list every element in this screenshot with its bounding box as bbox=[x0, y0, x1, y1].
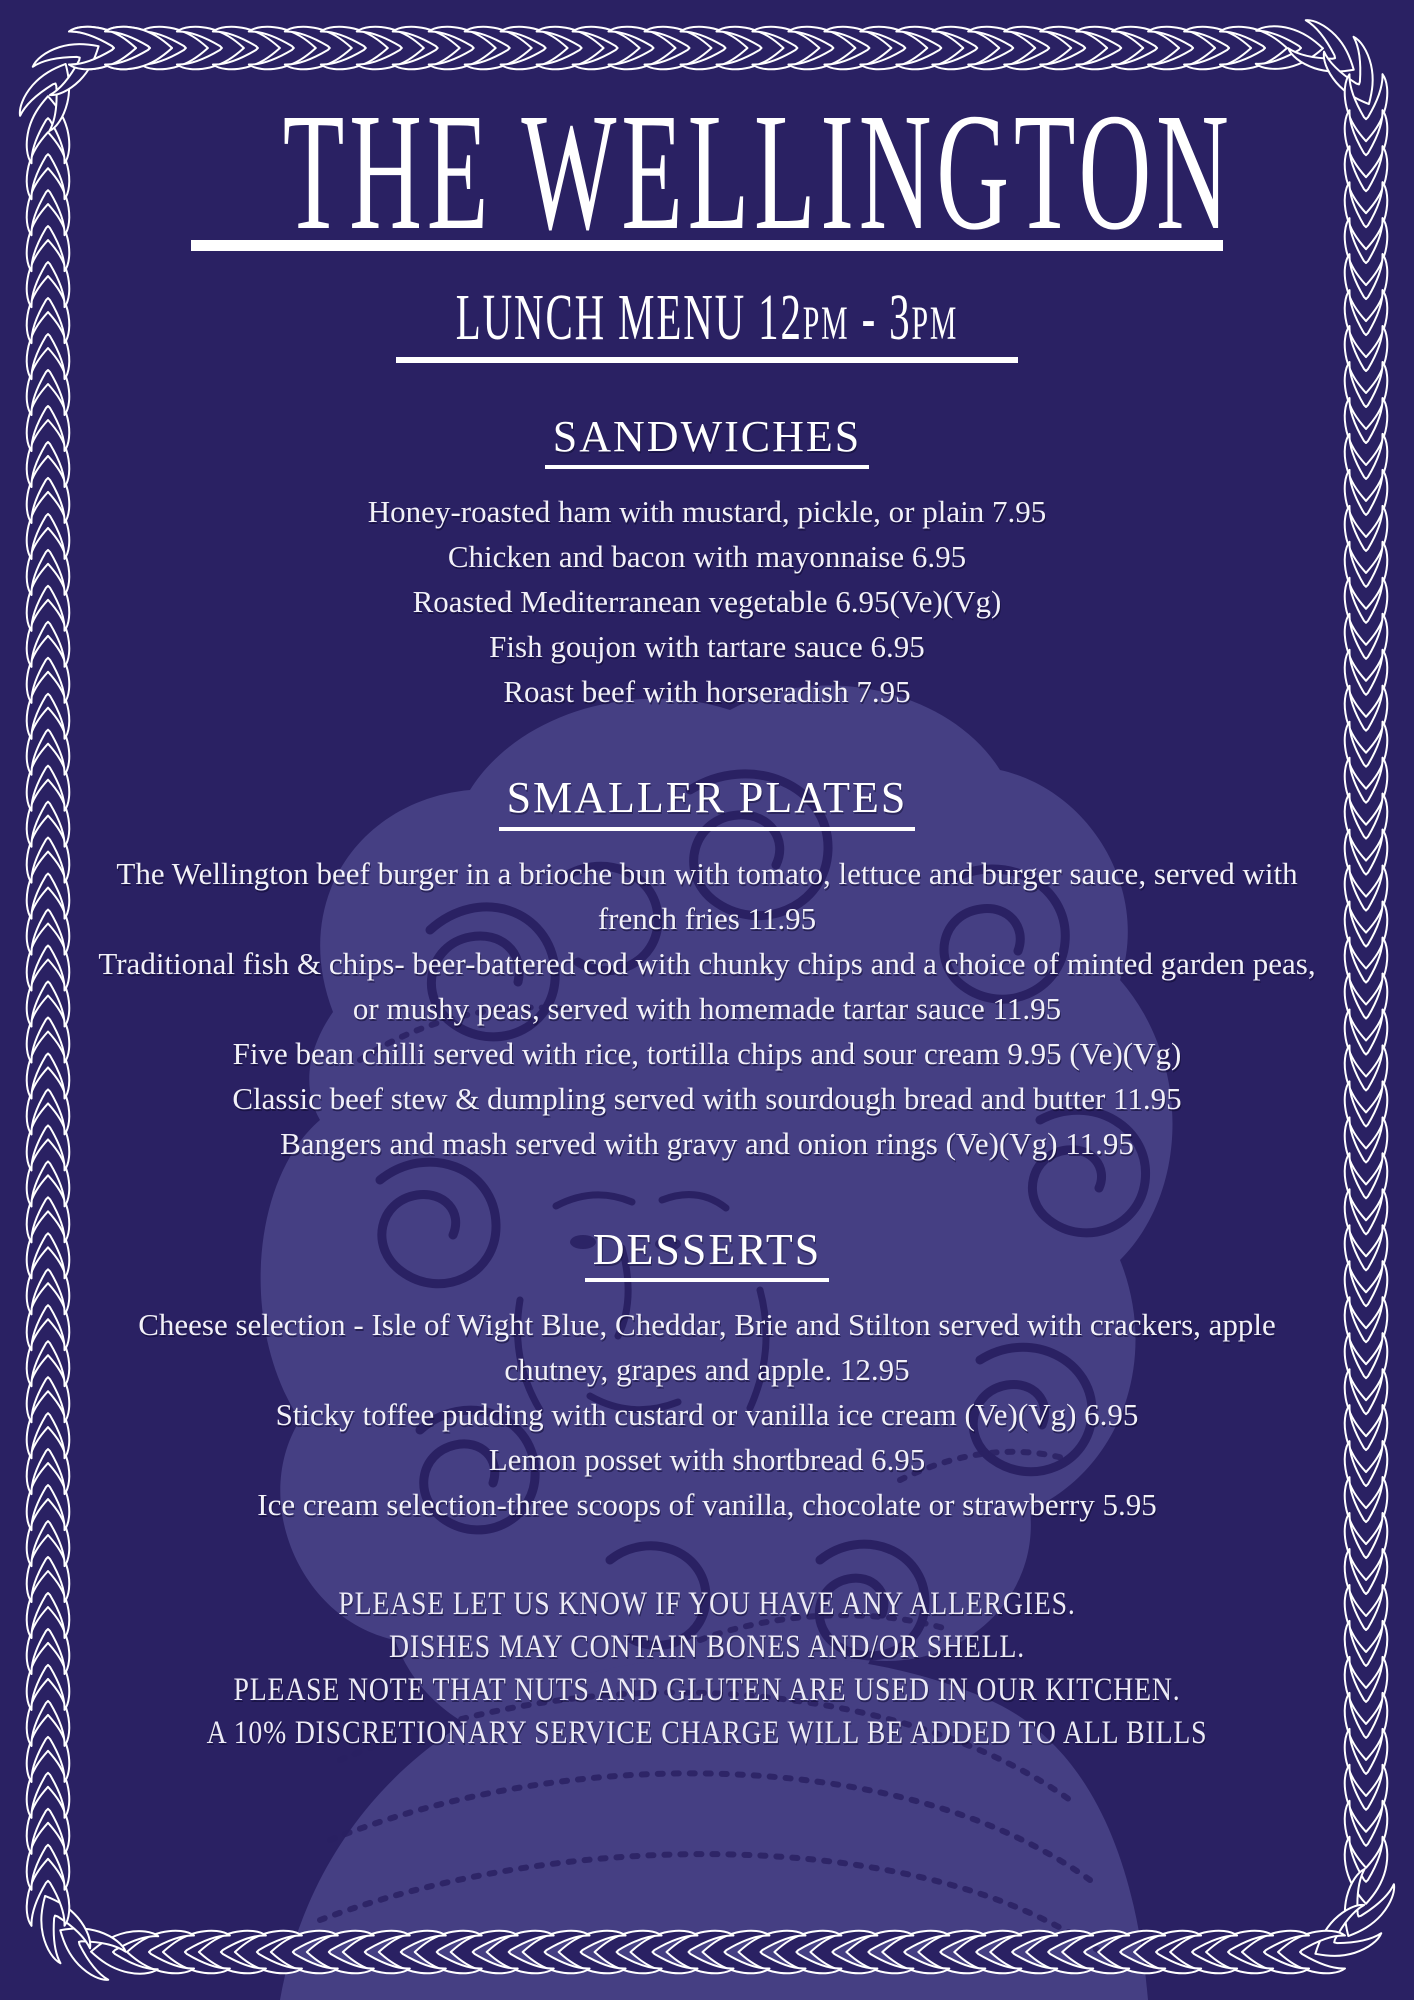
subtitle-text: LUNCH MENU 12 bbox=[455, 281, 803, 354]
menu-item: Bangers and mash served with gravy and onion rings (Ve)(Vg) 11.95 bbox=[280, 1125, 1134, 1161]
section-heading-desserts: DESSERTS bbox=[585, 1226, 830, 1282]
subtitle-pm: PM bbox=[911, 297, 959, 350]
allergy-service-notes bbox=[186, 1583, 1228, 1755]
subtitle-underline bbox=[396, 357, 1018, 363]
menu-item: Five bean chilli served with rice, tortilla chips and sour cream 9.95 (Ve)(Vg) bbox=[232, 1035, 1182, 1071]
menu-item: Ice cream selection-three scoops of vanilla, chocolate or strawberry 5.95 bbox=[257, 1487, 1157, 1523]
section-smaller-plates bbox=[0, 774, 1414, 1165]
menu-item: Cheese selection - Isle of Wight Blue, Cheddar, Brie and Stilton served with crackers, apple chutney, grapes and apple. 12.95 bbox=[138, 1307, 1276, 1388]
menu-item: Chicken and bacon with mayonnaise 6.95 bbox=[447, 539, 967, 575]
smaller-plates-list bbox=[87, 851, 1327, 1166]
section-heading-smaller-plates: SMALLER PLATES bbox=[499, 774, 916, 830]
note-line: DISHES MAY CONTAIN BONES AND/OR SHELL. bbox=[388, 1629, 1025, 1666]
menu-item: The Wellington beef burger in a brioche bun with tomato, lettuce and burger sauce, served with french fries 11.95 bbox=[116, 855, 1298, 936]
menu-item: Traditional fish & chips- beer-battered cod with chunky chips and a choice of minted garden peas, or mushy peas, served with homemade tartar sauce 11.95 bbox=[98, 945, 1316, 1026]
note-line: PLEASE LET US KNOW IF YOU HAVE ANY ALLERGIES. bbox=[338, 1586, 1076, 1623]
section-heading-sandwiches: SANDWICHES bbox=[545, 413, 869, 469]
menu-item: Fish goujon with tartare sauce 6.95 bbox=[489, 629, 925, 665]
menu-item: Sticky toffee pudding with custard or vanilla ice cream (Ve)(Vg) 6.95 bbox=[275, 1397, 1139, 1433]
section-desserts bbox=[0, 1226, 1414, 1527]
note-line: A 10% DISCRETIONARY SERVICE CHARGE WILL BE ADDED TO ALL BILLS bbox=[206, 1715, 1208, 1752]
section-sandwiches bbox=[0, 413, 1414, 714]
sandwiches-list bbox=[87, 489, 1327, 714]
menu-item: Classic beef stew & dumpling served with sourdough bread and butter 11.95 bbox=[232, 1080, 1182, 1116]
menu-item: Honey-roasted ham with mustard, pickle, or plain 7.95 bbox=[367, 494, 1047, 530]
menu-item: Lemon posset with shortbread 6.95 bbox=[488, 1442, 926, 1478]
subtitle-pm: PM bbox=[802, 297, 850, 350]
menu-item: Roast beef with horseradish 7.95 bbox=[503, 674, 911, 710]
subtitle-text: - 3 bbox=[849, 281, 912, 354]
desserts-list bbox=[87, 1302, 1327, 1527]
note-line: PLEASE NOTE THAT NUTS AND GLUTEN ARE USED IN OUR KITCHEN. bbox=[233, 1672, 1181, 1709]
menu-item: Roasted Mediterranean vegetable 6.95(Ve)(Vg) bbox=[412, 584, 1002, 620]
page-title: THE WELLINGTON bbox=[282, 79, 1234, 265]
menu-subtitle bbox=[269, 281, 1146, 354]
